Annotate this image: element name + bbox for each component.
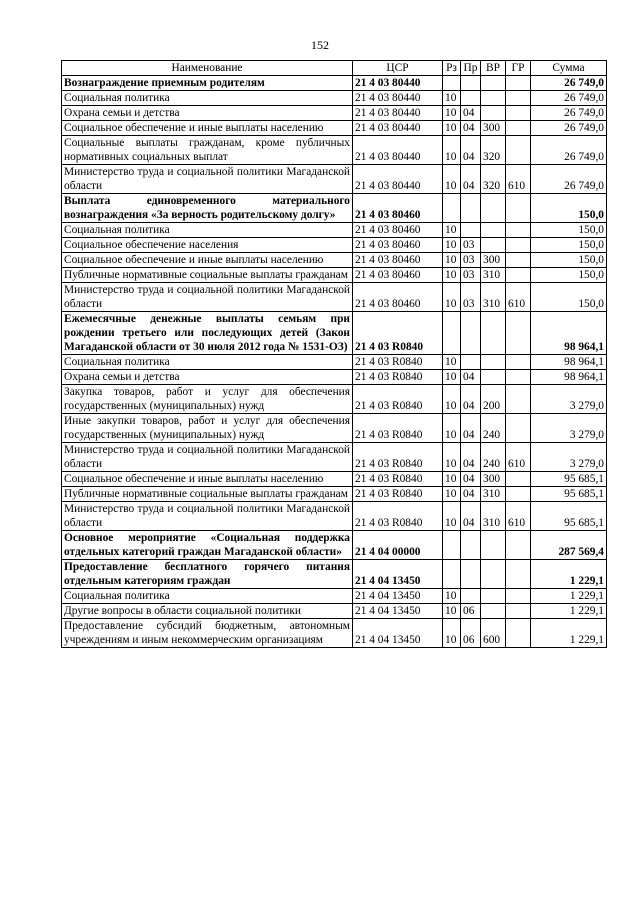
table-header-row xyxy=(62,61,607,76)
table-row xyxy=(62,414,607,443)
cell-csr: 21 4 03 R0840 xyxy=(353,414,443,443)
table-row xyxy=(62,253,607,268)
cell-sum: 1 229,1 xyxy=(531,589,607,604)
cell-sum: 1 229,1 xyxy=(531,604,607,619)
cell-sum: 26 749,0 xyxy=(531,121,607,136)
column-header-vr: ВР xyxy=(481,61,506,76)
cell-rz: 10 xyxy=(443,487,461,502)
cell-pr: 04 xyxy=(461,487,481,502)
cell-rz: 10 xyxy=(443,283,461,312)
cell-csr: 21 4 03 R0840 xyxy=(353,370,443,385)
cell-gr xyxy=(506,76,531,91)
cell-sum: 287 569,4 xyxy=(531,531,607,560)
cell-csr: 21 4 03 R0840 xyxy=(353,443,443,472)
table-row xyxy=(62,165,607,194)
cell-pr xyxy=(461,355,481,370)
cell-name: Основное мероприятие «Социальная поддержка отдельных категорий граждан Магаданской области» xyxy=(62,531,353,560)
cell-csr: 21 4 03 80440 xyxy=(353,91,443,106)
cell-csr: 21 4 03 80440 xyxy=(353,136,443,165)
cell-vr: 310 xyxy=(481,283,506,312)
table-row xyxy=(62,136,607,165)
cell-csr: 21 4 03 80440 xyxy=(353,76,443,91)
table-row xyxy=(62,283,607,312)
table-row xyxy=(62,91,607,106)
cell-pr xyxy=(461,223,481,238)
cell-sum: 150,0 xyxy=(531,268,607,283)
cell-pr: 03 xyxy=(461,238,481,253)
table-row xyxy=(62,560,607,589)
cell-pr xyxy=(461,194,481,223)
cell-pr xyxy=(461,76,481,91)
table-row xyxy=(62,472,607,487)
cell-gr: 610 xyxy=(506,165,531,194)
cell-sum: 150,0 xyxy=(531,283,607,312)
cell-sum: 95 685,1 xyxy=(531,502,607,531)
cell-vr xyxy=(481,91,506,106)
cell-vr: 300 xyxy=(481,253,506,268)
table-row xyxy=(62,121,607,136)
cell-vr xyxy=(481,531,506,560)
cell-pr xyxy=(461,91,481,106)
cell-name: Закупка товаров, работ и услуг для обеспечения государственных (муниципальных) нужд xyxy=(62,385,353,414)
cell-pr: 04 xyxy=(461,472,481,487)
cell-csr: 21 4 03 80440 xyxy=(353,106,443,121)
cell-rz: 10 xyxy=(443,385,461,414)
cell-pr: 03 xyxy=(461,283,481,312)
cell-pr: 04 xyxy=(461,136,481,165)
cell-rz xyxy=(443,560,461,589)
cell-name: Ежемесячные денежные выплаты семьям при рождении третьего или последующих детей (Закон Магаданской области от 30 июля 2012 года № 1531-ОЗ) xyxy=(62,312,353,355)
cell-gr xyxy=(506,619,531,648)
cell-gr xyxy=(506,312,531,355)
table-row xyxy=(62,76,607,91)
cell-rz: 10 xyxy=(443,223,461,238)
cell-name: Охрана семьи и детства xyxy=(62,370,353,385)
cell-csr: 21 4 03 80460 xyxy=(353,238,443,253)
column-header-csr: ЦСР xyxy=(353,61,443,76)
budget-table xyxy=(61,60,607,648)
cell-csr: 21 4 04 13450 xyxy=(353,619,443,648)
table-row xyxy=(62,370,607,385)
table-row xyxy=(62,223,607,238)
cell-rz: 10 xyxy=(443,253,461,268)
cell-csr: 21 4 04 13450 xyxy=(353,560,443,589)
cell-gr xyxy=(506,604,531,619)
cell-pr: 04 xyxy=(461,443,481,472)
cell-name: Социальное обеспечение и иные выплаты населению xyxy=(62,472,353,487)
cell-rz xyxy=(443,194,461,223)
cell-rz: 10 xyxy=(443,619,461,648)
cell-name: Министерство труда и социальной политики Магаданской области xyxy=(62,283,353,312)
cell-gr xyxy=(506,531,531,560)
cell-name: Социальное обеспечение населения xyxy=(62,238,353,253)
cell-sum: 98 964,1 xyxy=(531,370,607,385)
cell-gr: 610 xyxy=(506,502,531,531)
cell-gr xyxy=(506,121,531,136)
cell-csr: 21 4 03 80440 xyxy=(353,165,443,194)
cell-pr: 04 xyxy=(461,502,481,531)
cell-name: Социальная политика xyxy=(62,589,353,604)
cell-rz: 10 xyxy=(443,121,461,136)
cell-pr: 04 xyxy=(461,165,481,194)
cell-gr xyxy=(506,91,531,106)
cell-gr xyxy=(506,472,531,487)
cell-rz: 10 xyxy=(443,414,461,443)
cell-csr: 21 4 03 R0840 xyxy=(353,385,443,414)
column-header-pr: Пр xyxy=(461,61,481,76)
cell-pr xyxy=(461,589,481,604)
cell-sum: 150,0 xyxy=(531,253,607,268)
cell-pr xyxy=(461,560,481,589)
cell-gr xyxy=(506,589,531,604)
table-row xyxy=(62,312,607,355)
cell-vr xyxy=(481,106,506,121)
cell-vr xyxy=(481,589,506,604)
cell-rz: 10 xyxy=(443,370,461,385)
cell-rz xyxy=(443,76,461,91)
cell-vr xyxy=(481,76,506,91)
cell-csr: 21 4 03 80460 xyxy=(353,283,443,312)
cell-sum: 26 749,0 xyxy=(531,76,607,91)
cell-csr: 21 4 04 13450 xyxy=(353,604,443,619)
cell-csr: 21 4 03 R0840 xyxy=(353,312,443,355)
table-row xyxy=(62,619,607,648)
cell-vr xyxy=(481,312,506,355)
cell-gr xyxy=(506,385,531,414)
cell-vr xyxy=(481,604,506,619)
cell-vr xyxy=(481,560,506,589)
cell-pr: 04 xyxy=(461,106,481,121)
cell-pr xyxy=(461,531,481,560)
page-number: 152 xyxy=(311,38,329,52)
cell-gr xyxy=(506,238,531,253)
cell-sum: 1 229,1 xyxy=(531,619,607,648)
cell-sum: 150,0 xyxy=(531,223,607,238)
cell-pr xyxy=(461,312,481,355)
cell-vr: 310 xyxy=(481,487,506,502)
cell-vr: 240 xyxy=(481,443,506,472)
cell-gr xyxy=(506,136,531,165)
cell-gr xyxy=(506,268,531,283)
table-row xyxy=(62,355,607,370)
cell-sum: 98 964,1 xyxy=(531,312,607,355)
cell-rz: 10 xyxy=(443,472,461,487)
cell-name: Социальная политика xyxy=(62,91,353,106)
cell-rz xyxy=(443,531,461,560)
table-row xyxy=(62,194,607,223)
cell-pr: 06 xyxy=(461,604,481,619)
cell-csr: 21 4 03 80460 xyxy=(353,253,443,268)
cell-name: Министерство труда и социальной политики Магаданской области xyxy=(62,502,353,531)
cell-gr: 610 xyxy=(506,443,531,472)
cell-rz: 10 xyxy=(443,268,461,283)
cell-rz: 10 xyxy=(443,355,461,370)
table-row xyxy=(62,268,607,283)
table-row xyxy=(62,443,607,472)
cell-name: Социальная политика xyxy=(62,223,353,238)
cell-pr: 03 xyxy=(461,268,481,283)
cell-csr: 21 4 03 R0840 xyxy=(353,487,443,502)
cell-gr xyxy=(506,194,531,223)
cell-sum: 98 964,1 xyxy=(531,355,607,370)
table-row xyxy=(62,502,607,531)
cell-pr: 04 xyxy=(461,385,481,414)
cell-vr xyxy=(481,238,506,253)
cell-name: Вознаграждение приемным родителям xyxy=(62,76,353,91)
cell-name: Охрана семьи и детства xyxy=(62,106,353,121)
cell-vr xyxy=(481,223,506,238)
cell-gr xyxy=(506,223,531,238)
table-row xyxy=(62,531,607,560)
cell-csr: 21 4 03 80460 xyxy=(353,194,443,223)
cell-rz: 10 xyxy=(443,589,461,604)
cell-gr: 610 xyxy=(506,283,531,312)
cell-pr: 03 xyxy=(461,253,481,268)
cell-vr: 300 xyxy=(481,121,506,136)
cell-rz: 10 xyxy=(443,165,461,194)
cell-name: Выплата единовременного материального вознаграждения «За верность родительскому долгу» xyxy=(62,194,353,223)
cell-rz: 10 xyxy=(443,604,461,619)
cell-pr: 04 xyxy=(461,370,481,385)
cell-pr: 04 xyxy=(461,121,481,136)
cell-name: Министерство труда и социальной политики Магаданской области xyxy=(62,165,353,194)
cell-csr: 21 4 04 00000 xyxy=(353,531,443,560)
cell-name: Социальное обеспечение и иные выплаты населению xyxy=(62,121,353,136)
table-row xyxy=(62,604,607,619)
cell-name: Публичные нормативные социальные выплаты гражданам xyxy=(62,268,353,283)
cell-sum: 1 229,1 xyxy=(531,560,607,589)
cell-csr: 21 4 03 R0840 xyxy=(353,355,443,370)
cell-csr: 21 4 03 80440 xyxy=(353,121,443,136)
cell-sum: 95 685,1 xyxy=(531,472,607,487)
cell-sum: 150,0 xyxy=(531,238,607,253)
cell-csr: 21 4 03 80460 xyxy=(353,268,443,283)
cell-name: Социальные выплаты гражданам, кроме публичных нормативных социальных выплат xyxy=(62,136,353,165)
cell-sum: 26 749,0 xyxy=(531,136,607,165)
cell-rz: 10 xyxy=(443,91,461,106)
table-row xyxy=(62,106,607,121)
cell-csr: 21 4 03 R0840 xyxy=(353,472,443,487)
column-header-gr: ГР xyxy=(506,61,531,76)
cell-rz: 10 xyxy=(443,136,461,165)
cell-csr: 21 4 04 13450 xyxy=(353,589,443,604)
cell-vr xyxy=(481,355,506,370)
cell-csr: 21 4 03 R0840 xyxy=(353,502,443,531)
cell-rz: 10 xyxy=(443,443,461,472)
cell-name: Предоставление субсидий бюджетным, автономным учреждениям и иным некоммерческим организациям xyxy=(62,619,353,648)
cell-gr xyxy=(506,560,531,589)
table-row xyxy=(62,487,607,502)
table-body xyxy=(62,76,607,648)
cell-gr xyxy=(506,370,531,385)
cell-name: Предоставление бесплатного горячего питания отдельным категориям граждан xyxy=(62,560,353,589)
cell-gr xyxy=(506,253,531,268)
cell-vr xyxy=(481,370,506,385)
cell-vr: 240 xyxy=(481,414,506,443)
cell-sum: 3 279,0 xyxy=(531,414,607,443)
cell-sum: 95 685,1 xyxy=(531,487,607,502)
cell-vr: 200 xyxy=(481,385,506,414)
column-header-rz: Рз xyxy=(443,61,461,76)
cell-csr: 21 4 03 80460 xyxy=(353,223,443,238)
cell-gr xyxy=(506,106,531,121)
cell-name: Иные закупки товаров, работ и услуг для обеспечения государственных (муниципальных) нужд xyxy=(62,414,353,443)
cell-vr: 310 xyxy=(481,268,506,283)
cell-sum: 26 749,0 xyxy=(531,106,607,121)
cell-gr xyxy=(506,414,531,443)
cell-sum: 26 749,0 xyxy=(531,165,607,194)
cell-name: Другие вопросы в области социальной политики xyxy=(62,604,353,619)
cell-vr: 600 xyxy=(481,619,506,648)
table-row xyxy=(62,238,607,253)
cell-gr xyxy=(506,487,531,502)
cell-rz: 10 xyxy=(443,502,461,531)
cell-rz: 10 xyxy=(443,106,461,121)
cell-vr: 300 xyxy=(481,472,506,487)
cell-gr xyxy=(506,355,531,370)
cell-name: Социальная политика xyxy=(62,355,353,370)
cell-sum: 150,0 xyxy=(531,194,607,223)
table-row xyxy=(62,385,607,414)
cell-vr: 320 xyxy=(481,136,506,165)
cell-sum: 3 279,0 xyxy=(531,385,607,414)
table-row xyxy=(62,589,607,604)
cell-vr xyxy=(481,194,506,223)
cell-rz xyxy=(443,312,461,355)
cell-sum: 26 749,0 xyxy=(531,91,607,106)
cell-name: Министерство труда и социальной политики Магаданской области xyxy=(62,443,353,472)
column-header-name: Наименование xyxy=(62,61,353,76)
cell-name: Публичные нормативные социальные выплаты гражданам xyxy=(62,487,353,502)
cell-vr: 320 xyxy=(481,165,506,194)
cell-name: Социальное обеспечение и иные выплаты населению xyxy=(62,253,353,268)
cell-rz: 10 xyxy=(443,238,461,253)
cell-vr: 310 xyxy=(481,502,506,531)
cell-sum: 3 279,0 xyxy=(531,443,607,472)
cell-pr: 04 xyxy=(461,414,481,443)
cell-pr: 06 xyxy=(461,619,481,648)
column-header-sum: Сумма xyxy=(531,61,607,76)
